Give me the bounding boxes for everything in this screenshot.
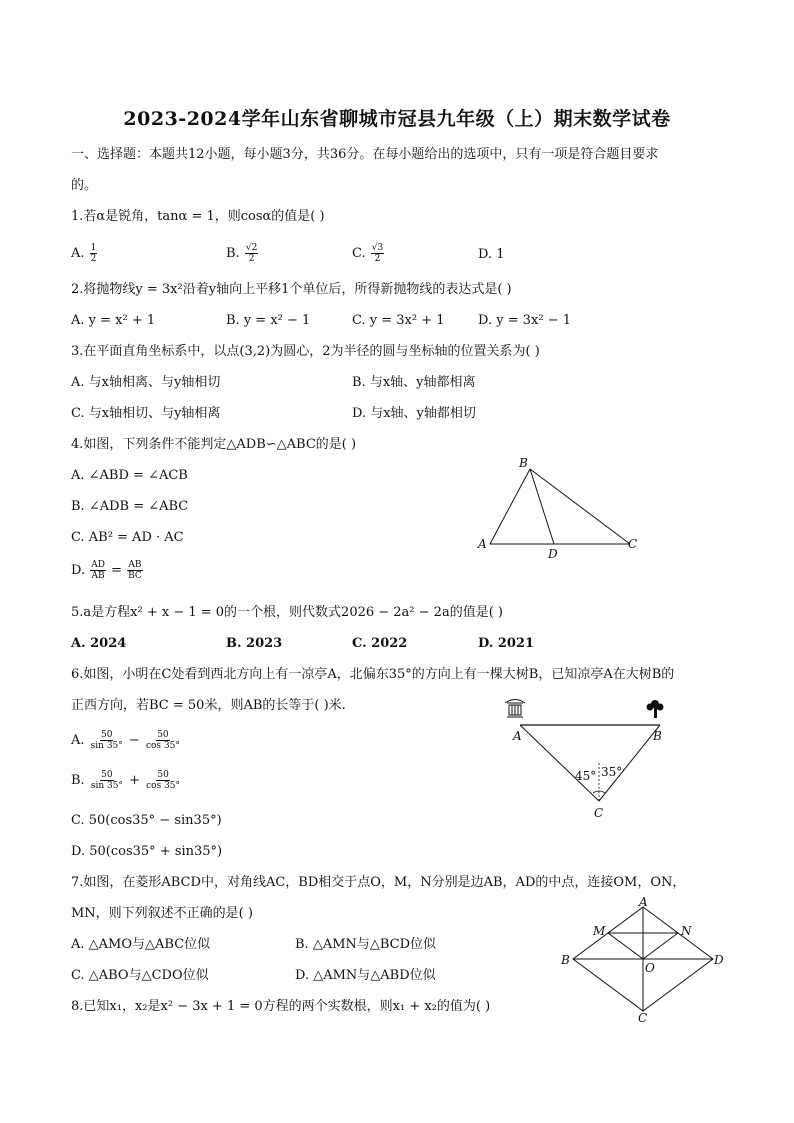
section1-line1: 一、选择题：本题共12小题，每小题3分，共36分。在每小题给出的选项中，只有一项是符合题目要求	[71, 147, 659, 162]
q3-option-d: D. 与x轴、y轴都相切	[352, 406, 476, 421]
q4-option-a: A. ∠ABD = ∠ACB	[71, 468, 188, 483]
q4-label-a: A	[478, 537, 487, 551]
q1-option-b	[226, 243, 259, 264]
q6-label-a: A	[513, 729, 522, 743]
q3-option-c: C. 与x轴相切、与y轴相离	[71, 406, 221, 421]
q5-option-b: B. 2023	[226, 636, 283, 651]
q7-line1: 7.如图，在菱形ABCD中，对角线AC，BD相交于点O，M，N分别是边AB，AD的中点，连接OM，ON，	[71, 875, 686, 890]
q1-c-den: 2	[374, 254, 381, 264]
q4-d-den2: BC	[128, 571, 142, 581]
q4-label-b: B	[519, 456, 528, 470]
q6-label-b: B	[653, 729, 662, 743]
q7-option-a: A. △AMO与△ABC位似	[71, 937, 211, 952]
q5-stem: 5.a是方程x² + x − 1 = 0的一个根，则代数式2026 − 2a² − 2a的值是( )	[71, 605, 503, 620]
q6-option-c: C. 50(cos35° − sin35°)	[71, 813, 222, 828]
q6-b-operator: +	[129, 773, 140, 788]
q6-b-den1: sin 35°	[90, 781, 123, 791]
q4-label-d: D	[548, 547, 558, 561]
q6-option-a	[71, 730, 182, 751]
q6-b-num2: 50	[157, 770, 169, 780]
q5-option-c: C. 2022	[352, 636, 408, 651]
section1-line2: 的。	[71, 178, 98, 193]
q6-a-fraction1	[90, 730, 124, 751]
q1-option-c	[352, 243, 385, 264]
q6-a-den2: cos 35°	[145, 741, 180, 751]
q6-a-num1: 50	[101, 730, 113, 740]
q6-pavilion-tree-figure	[495, 693, 675, 823]
q6-b-den2: cos 35°	[146, 781, 181, 791]
q4-d-fraction2	[127, 560, 143, 581]
exam-title: 2023-2024学年山东省聊城市冠县九年级（上）期末数学试卷	[123, 108, 671, 130]
q3-option-b: B. 与x轴、y轴都相离	[352, 375, 476, 390]
q5-option-d: D. 2021	[478, 636, 535, 651]
q4-label-c: C	[628, 537, 638, 551]
q6-segment-ac	[520, 725, 599, 801]
q7-label-c: C	[638, 1011, 648, 1023]
q4-d-fraction1	[90, 560, 106, 581]
q1-option-d: D. 1	[478, 247, 505, 262]
q6-a-label: A.	[71, 733, 85, 748]
q4-option-d	[71, 560, 144, 581]
q7-label-b: B	[561, 953, 570, 967]
q7-label-n: N	[681, 924, 692, 938]
q4-stem: 4.如图，下列条件不能判定△ADB∽△ABC的是( )	[71, 437, 357, 452]
q7-label-a: A	[639, 895, 648, 909]
q4-side-bc	[530, 469, 630, 544]
q1-option-a	[71, 243, 98, 264]
q6-segment-bc	[599, 725, 660, 801]
q7-label-o: O	[645, 961, 655, 975]
q4-d-num1: AD	[91, 560, 105, 570]
q7-option-c: C. △ABO与△CDO位似	[71, 968, 209, 983]
q6-b-fraction1	[90, 770, 124, 791]
q6-line2: 正西方向，若BC = 50米，则AB的长等于( )米.	[71, 698, 346, 713]
q1-b-den: 2	[248, 254, 255, 264]
q6-option-b	[71, 770, 182, 791]
q4-d-label: D.	[71, 563, 86, 578]
tree-icon	[647, 700, 664, 718]
q7-segment-om	[608, 933, 643, 959]
q4-d-equals: =	[111, 563, 122, 578]
q4-option-c: C. AB² = AD · AC	[71, 530, 184, 545]
q6-b-label: B.	[71, 773, 85, 788]
q6-a-operator: −	[128, 733, 140, 748]
q8-stem: 8.已知x₁，x₂是x² − 3x + 1 = 0方程的两个实数根，则x₁ + x₂的值为( )	[71, 999, 491, 1014]
q2-option-a: A. y = x² + 1	[71, 313, 156, 328]
q6-a-fraction2	[145, 730, 181, 751]
q1-a-fraction	[90, 243, 98, 264]
q4-segment-bd	[530, 469, 554, 544]
q3-stem: 3.在平面直角坐标系中，以点(3,2)为圆心，2为半径的圆与坐标轴的位置关系为( )	[71, 344, 540, 359]
q6-option-d: D. 50(cos35° + sin35°)	[71, 844, 223, 859]
q7-rhombus-figure	[555, 895, 735, 1023]
q7-segment-on	[643, 933, 678, 959]
q6-b-fraction2	[145, 770, 181, 791]
q4-d-num2: AB	[128, 560, 142, 570]
q1-b-fraction	[245, 243, 258, 264]
q2-option-c: C. y = 3x² + 1	[352, 313, 445, 328]
q6-line1: 6.如图，小明在C处看到西北方向上有一凉亭A，北偏东35°的方向上有一棵大树B，已知凉亭A在大树B的	[71, 667, 675, 682]
q1-a-den: 2	[90, 254, 97, 264]
q1-c-label: C.	[352, 246, 366, 261]
q1-a-num: 1	[90, 243, 97, 253]
q3-option-a: A. 与x轴相离、与y轴相切	[71, 375, 221, 390]
q4-side-ab	[490, 469, 530, 544]
q6-label-c: C	[594, 806, 604, 820]
q6-angle-45: 45°	[575, 769, 597, 783]
q7-line2: MN，则下列叙述不正确的是( )	[71, 906, 253, 921]
q7-label-m: M	[593, 924, 606, 938]
q4-option-b: B. ∠ADB = ∠ABC	[71, 499, 189, 514]
q1-stem: 1.若α是锐角，tanα = 1，则cosα的值是( )	[71, 209, 325, 224]
q6-angle-35: 35°	[601, 765, 623, 779]
q4-triangle-figure	[470, 455, 650, 565]
q1-c-num: √3	[371, 243, 384, 253]
q7-label-d: D	[714, 953, 724, 967]
q2-stem: 2.将抛物线y = 3x²沿着y轴向上平移1个单位后，所得新抛物线的表达式是( )	[71, 282, 512, 297]
q2-option-d: D. y = 3x² − 1	[478, 313, 571, 328]
q2-option-b: B. y = x² − 1	[226, 313, 311, 328]
q1-a-label: A.	[71, 246, 85, 261]
q1-c-fraction	[371, 243, 384, 264]
q7-option-b: B. △AMN与△BCD位似	[295, 937, 437, 952]
q6-a-num2: 50	[157, 730, 169, 740]
q4-d-den1: AB	[91, 571, 105, 581]
q1-b-label: B.	[226, 246, 240, 261]
q6-a-den1: sin 35°	[90, 741, 123, 751]
q7-option-d: D. △AMN与△ABD位似	[295, 968, 436, 983]
pavilion-icon	[505, 700, 525, 718]
q1-b-num: √2	[245, 243, 258, 253]
q6-b-num1: 50	[101, 770, 113, 780]
q5-option-a: A. 2024	[71, 636, 127, 651]
